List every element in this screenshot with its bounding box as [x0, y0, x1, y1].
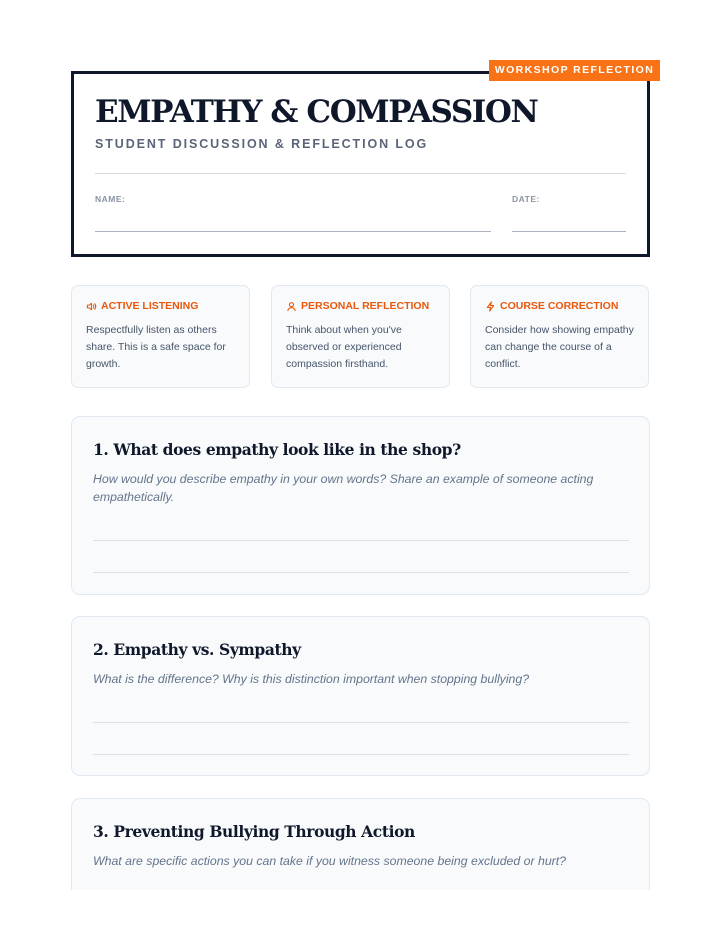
card-body: Respectfully listen as others share. This is a safe space for growth. [86, 324, 226, 370]
question-prompt: What are specific actions you can take if you witness someone being excluded or hurt? [93, 854, 567, 868]
name-field[interactable] [95, 231, 491, 232]
answer-line[interactable] [93, 722, 629, 723]
date-label: DATE: [512, 194, 540, 204]
workshop-badge: WORKSHOP REFLECTION [489, 60, 660, 81]
name-label: NAME: [95, 194, 126, 204]
header-card [71, 71, 650, 257]
card-heading: ACTIVE LISTENING [101, 300, 199, 312]
lightning-icon [485, 301, 496, 312]
question-title: 3. Preventing Bullying Through Action [93, 822, 415, 841]
date-field[interactable] [512, 231, 626, 232]
answer-line[interactable] [93, 540, 629, 541]
card-course-correction [470, 285, 649, 388]
question-section [71, 416, 650, 595]
header-divider [95, 173, 626, 174]
question-title: 1. What does empathy look like in the shop? [93, 440, 461, 459]
page-bottom-margin [0, 890, 720, 932]
card-heading: PERSONAL REFLECTION [301, 300, 430, 312]
question-prompt: How would you describe empathy in your own words? Share an example of someone acting empathetically. [93, 472, 594, 504]
person-icon [286, 301, 297, 312]
card-active-listening [71, 285, 250, 388]
speaker-icon [86, 301, 97, 312]
question-section [71, 616, 650, 776]
question-prompt: What is the difference? Why is this distinction important when stopping bullying? [93, 672, 530, 686]
page-title: EMPATHY & COMPASSION [95, 94, 538, 130]
answer-line[interactable] [93, 572, 629, 573]
card-heading: COURSE CORRECTION [500, 300, 619, 312]
card-body: Consider how showing empathy can change the course of a conflict. [485, 324, 634, 370]
card-body: Think about when you've observed or experienced compassion firsthand. [286, 324, 402, 370]
page-subtitle: STUDENT DISCUSSION & REFLECTION LOG [95, 137, 429, 151]
card-personal-reflection [271, 285, 450, 388]
answer-line[interactable] [93, 754, 629, 755]
question-title: 2. Empathy vs. Sympathy [93, 640, 301, 659]
